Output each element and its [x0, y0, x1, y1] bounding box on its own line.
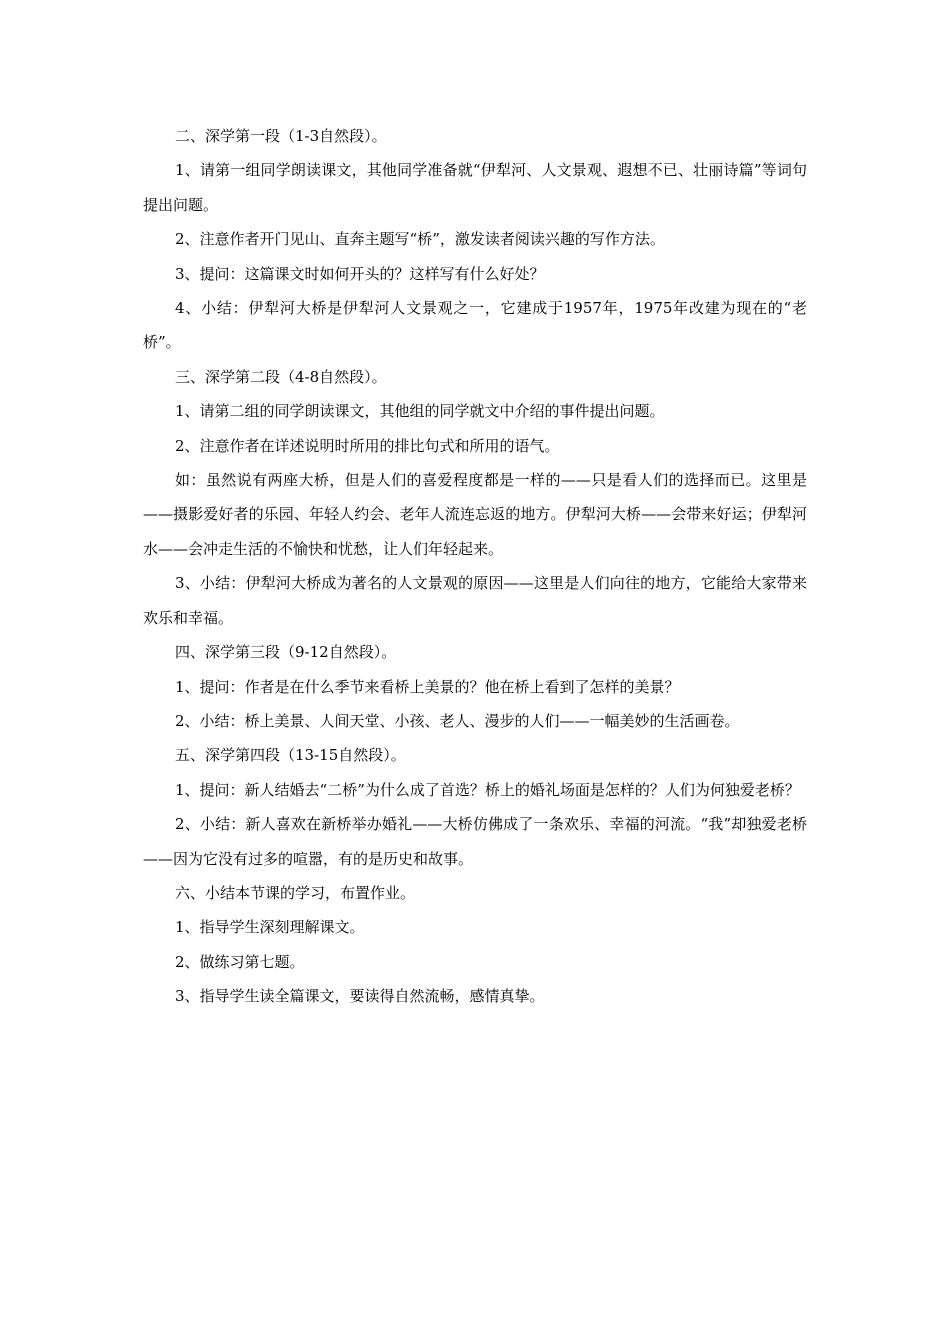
section-heading-5: 五、深学第四段（13-15自然段）。 — [175, 746, 406, 765]
paragraph: 如：虽然说有两座大桥，但是人们的喜爱程度都是一样的——只是看人们的选择而已。这里是——摄影爱好者的乐园、年轻人约会、老年人流连忘返的地方。伊犁河大桥——会带来好运；伊犁河水——会冲走生活的不愉快和忧愁，让人们年轻起来。 — [143, 471, 807, 558]
paragraph: 2、做练习第七题。 — [175, 952, 305, 971]
section-heading-4: 四、深学第三段（9-12自然段）。 — [175, 643, 397, 662]
section-heading-3: 三、深学第二段（4-8自然段）。 — [175, 367, 387, 386]
paragraph: 3、小结：伊犁河大桥成为著名的人文景观的原因——这里是人们向往的地方，它能给大家带来欢乐和幸福。 — [143, 574, 807, 627]
paragraph: 1、指导学生深刻理解课文。 — [175, 918, 365, 937]
section-heading-2: 二、深学第一段（1-3自然段）。 — [175, 127, 387, 145]
paragraph: 2、注意作者开门见山、直奔主题写“桥”，激发读者阅读兴趣的写作方法。 — [175, 230, 665, 249]
paragraph: 1、请第一组同学朗读课文，其他同学准备就“伊犁河、人文景观、遐想不已、壮丽诗篇”等词句提出问题。 — [143, 161, 807, 214]
paragraph: 2、小结：新人喜欢在新桥举办婚礼——大桥仿佛成了一条欢乐、幸福的河流。“我”却独爱老桥——因为它没有过多的喧嚣，有的是历史和故事。 — [143, 815, 807, 868]
section-heading-6: 六、小结本节课的学习，布置作业。 — [175, 883, 416, 902]
paragraph: 1、提问：新人结婚去“二桥”为什么成了首选？桥上的婚礼场面是怎样的？人们为何独爱老桥？ — [175, 780, 800, 799]
paragraph: 1、请第二组的同学朗读课文，其他组的同学就文中介绍的事件提出问题。 — [175, 402, 665, 421]
paragraph: 1、提问：作者是在什么季节来看桥上美景的？他在桥上看到了怎样的美景？ — [175, 677, 680, 696]
paragraph: 2、小结：桥上美景、人间天堂、小孩、老人、漫步的人们——一幅美妙的生活画卷。 — [175, 711, 740, 730]
document-body — [143, 119, 807, 1014]
paragraph: 4、小结：伊犁河大桥是伊犁河人文景观之一，它建成于1957年，1975年改建为现在的“老桥”。 — [143, 299, 807, 352]
paragraph: 3、提问：这篇课文时如何开头的？这样写有什么好处？ — [175, 264, 545, 283]
paragraph: 3、指导学生读全篇课文，要读得自然流畅，感情真挚。 — [175, 987, 545, 1006]
paragraph: 2、注意作者在详述说明时所用的排比句式和所用的语气。 — [175, 436, 560, 455]
